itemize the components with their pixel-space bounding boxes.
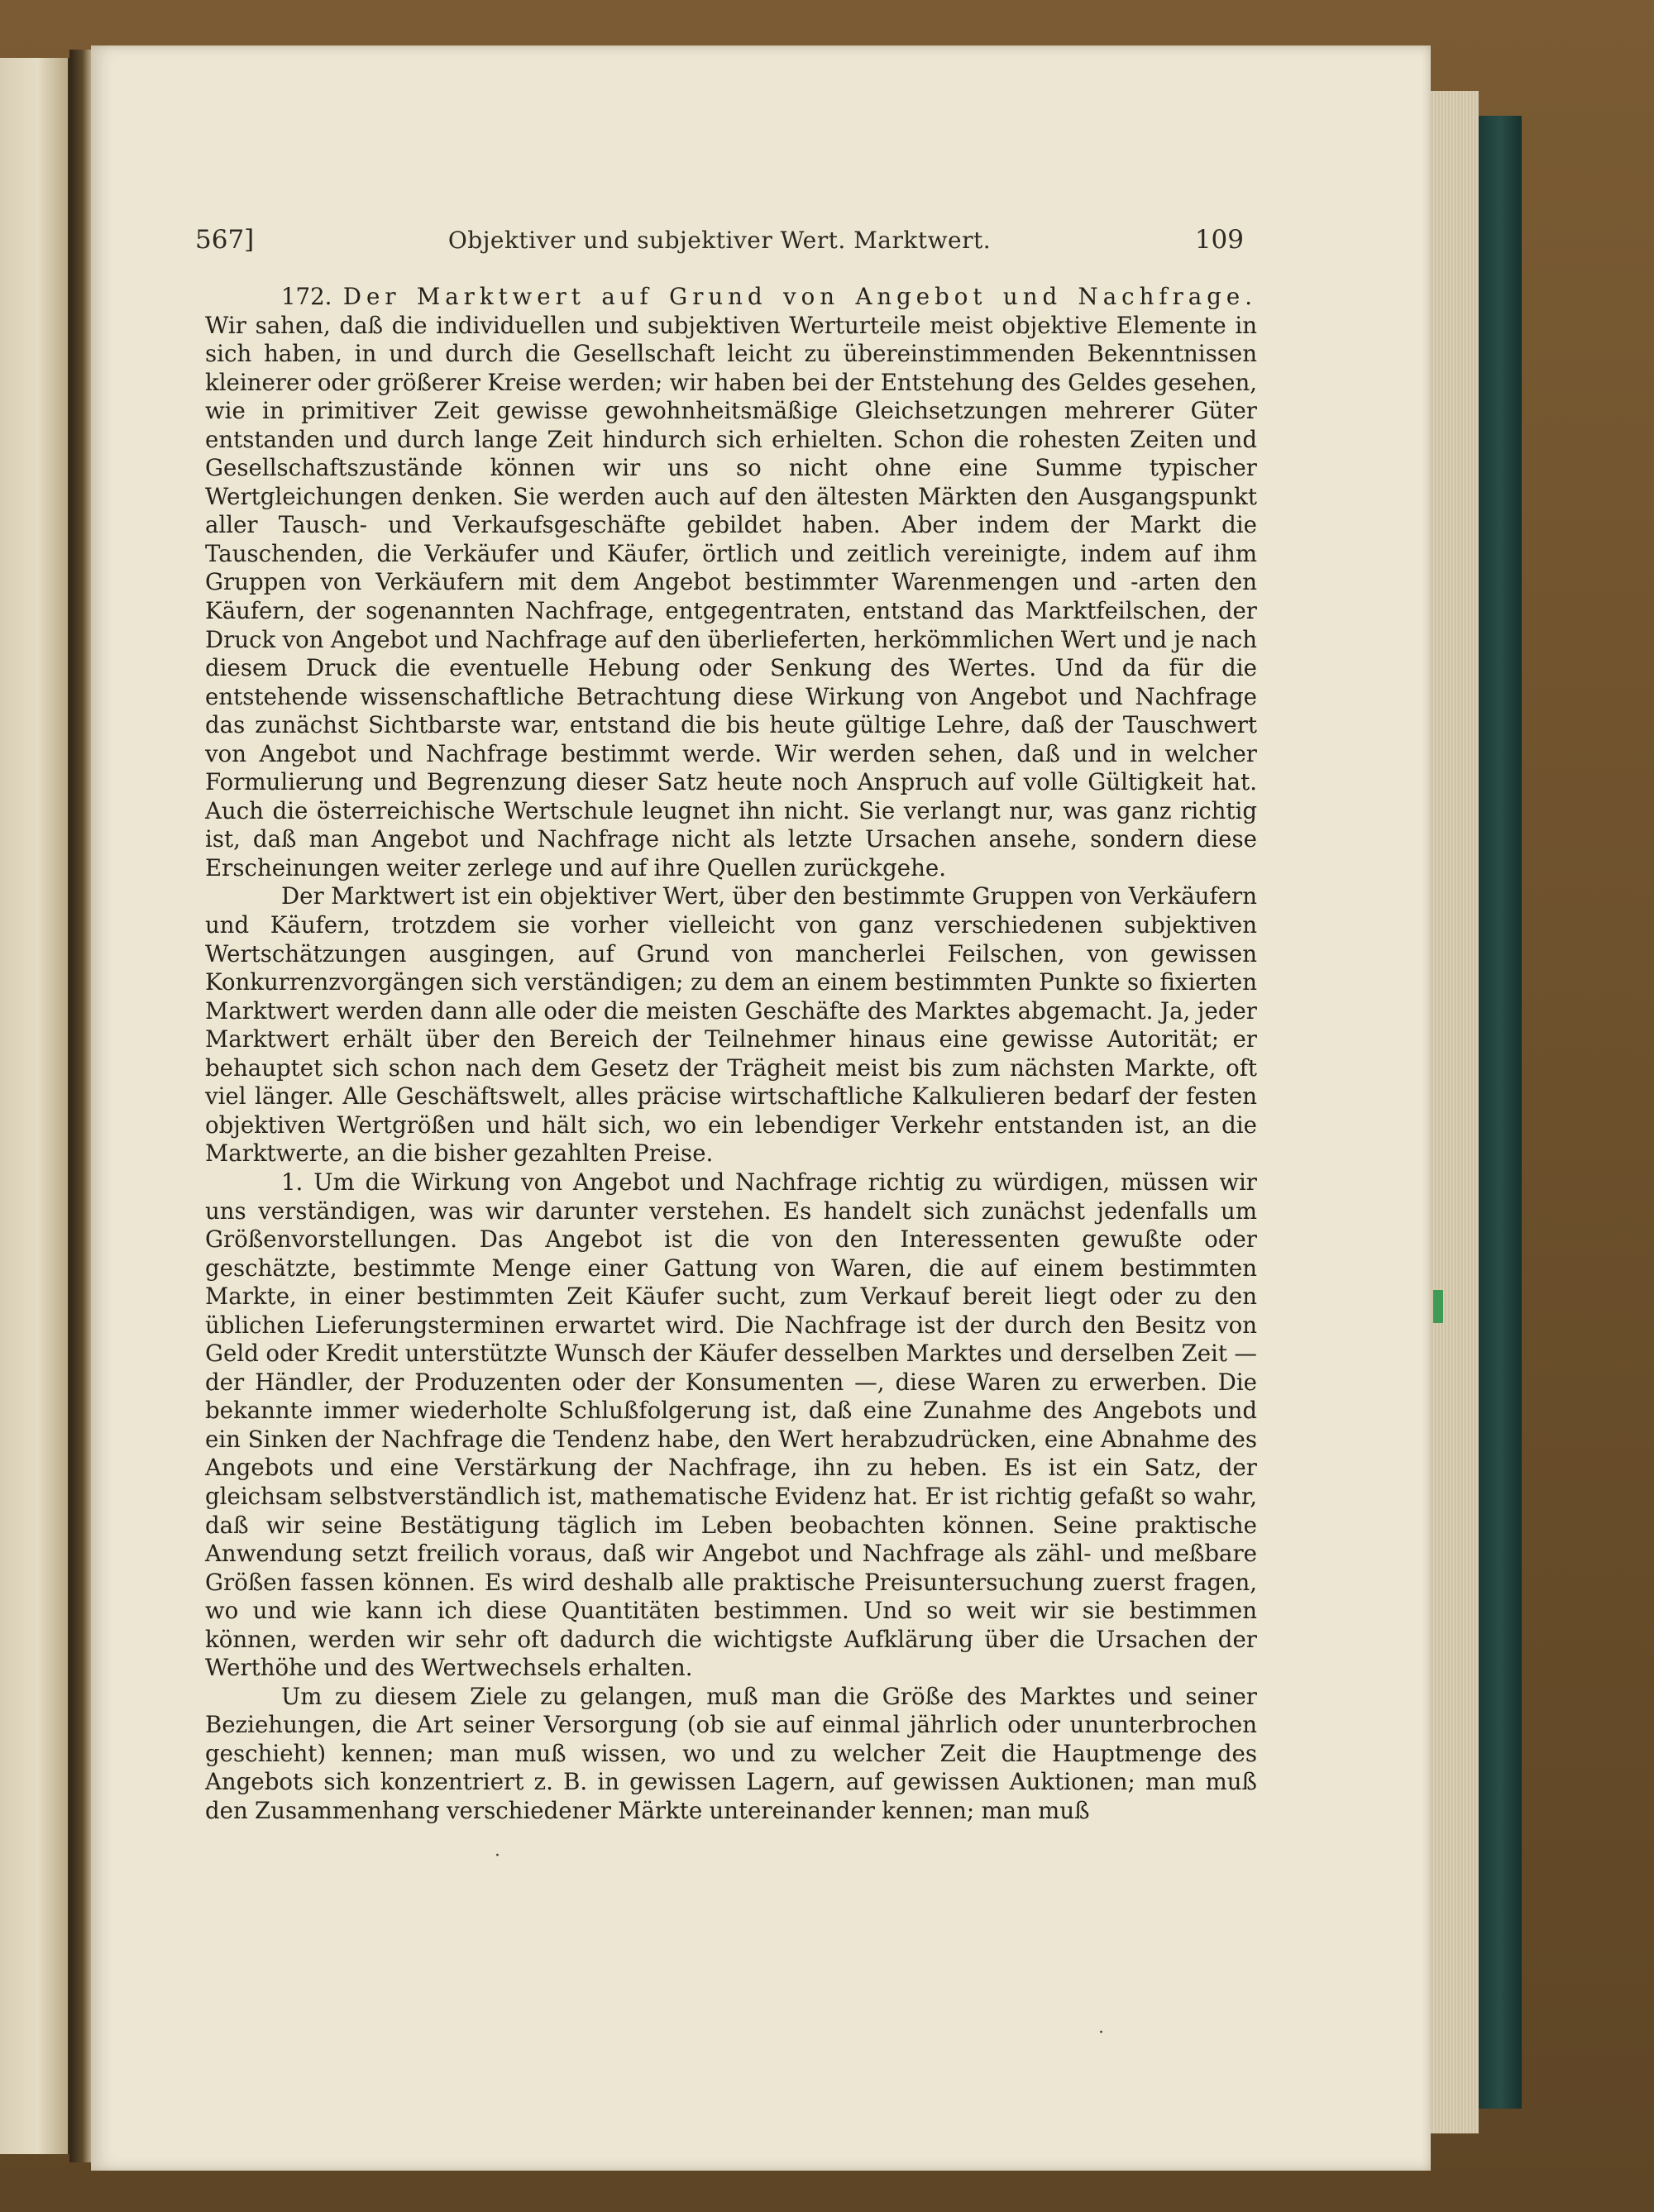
green-marker-tab	[1433, 1290, 1443, 1323]
section-heading: Der Marktwert auf Grund von Angebot und Nachfrage.	[342, 283, 1258, 310]
paragraph-3: 1. Um die Wirkung von Angebot und Nachfrage richtig zu würdigen, müssen wir uns verständigen, was wir darunter verstehen. Es handelt sich zunächst jedenfalls um Größenvorstellungen. Das Angebot ist die von den Interessenten gewußte oder geschätzte, bestimmte Menge einer Gattung von Waren, die auf einem bestimmten Markte, in einer bestimmten Zeit Käufer sucht, zum Verkauf bereit liegt oder zu den üblichen Lieferungsterminen erwartet wird. Die Nachfrage ist der durch den Besitz von Geld oder Kredit unterstützte Wunsch der Käufer desselben Marktes und derselben Zeit — der Händler, der Produzenten oder der Konsumenten —, diese Waren zu erwerben. Die bekannte immer wiederholte Schlußfolgerung ist, daß eine Zunahme des Angebots und ein Sinken der Nachfrage die Tendenz habe, den Wert herabzudrücken, eine Abnahme des Angebots und eine Verstärkung der Nachfrage, ihn zu heben. Es ist ein Satz, der gleichsam selbstverständlich ist, mathematische Evidenz hat. Er ist richtig gefaßt so wahr, daß wir seine Bestätigung täglich im Leben beobachten können. Seine praktische Anwendung setzt freilich voraus, daß wir Angebot und Nachfrage als zähl- und meßbare Größen fassen können. Es wird deshalb alle praktische Preisuntersuchung zuerst fragen, wo und wie kann ich diese Quantitäten bestimmen. Und so weit wir sie bestimmen können, werden wir sehr oft dadurch die wichtigste Aufklärung über die Ursachen der Werthöhe und des Wertwechsels erhalten.	[205, 1168, 1257, 1682]
paragraph-4: Um zu diesem Ziele zu gelangen, muß man die Größe des Marktes und seiner Beziehungen, die Art seiner Versorgung (ob sie auf einmal jährlich oder ununterbrochen geschieht) kennen; man muß wissen, wo und zu welcher Zeit die Hauptmenge des Angebots sich konzentriert z. B. in gewissen Lagern, auf gewissen Auktionen; man muß den Zusammenhang verschiedener Märkte untereinander kennen; man muß	[205, 1682, 1257, 1824]
book-gutter	[69, 50, 91, 2162]
page-bracket-number: 567]	[195, 225, 255, 255]
facing-page-edge	[0, 58, 69, 2154]
paragraph-2: Der Marktwert ist ein objektiver Wert, über den bestimmte Gruppen von Verkäufern und Käufern, trotzdem sie vorher vielleicht von ganz verschiedenen subjektiven Wertschätzungen ausgingen, auf Grund von mancherlei Feilschen, von gewissen Konkurrenzvorgängen sich verständigen; zu dem an einem bestimmten Punkte so fixierten Marktwert werden dann alle oder die meisten Geschäfte des Marktes abgemacht. Ja, jeder Marktwert erhält über den Bereich der Teilnehmer hinaus eine gewisse Autorität; er behauptet sich schon nach dem Gesetz der Trägheit meist bis zum nächsten Markte, oft viel länger. Alle Geschäftswelt, alles präcise wirtschaftliche Kalkulieren bedarf der festen objektiven Wertgrößen und hält sich, wo ein lebendiger Verkehr entstanden ist, an die Marktwerte, an die bisher gezahlten Preise.	[205, 882, 1257, 1168]
running-title: Objektiver und subjektiver Wert. Marktwert.	[447, 227, 992, 254]
ink-speck: ·	[1098, 2023, 1104, 2043]
ink-speck: ·	[495, 1846, 500, 1866]
body-text	[205, 283, 1257, 1826]
page-number: 109	[1194, 225, 1244, 255]
paragraph-1: Wir sahen, daß die individuellen und subjektiven Werturteile meist objektive Elemente in sich haben, in und durch die Gesellschaft leicht zu übereinstimmenden Bekenntnissen kleinerer oder größerer Kreise werden; wir haben bei der Entstehung des Geldes gesehen, wie in primitiver Zeit gewisse gewohnheitsmäßige Gleichsetzungen mehrerer Güter entstanden und durch lange Zeit hindurch sich erhielten. Schon die rohesten Zeiten und Gesellschaftszustände können wir uns so nicht ohne eine Summe typischer Wertgleichungen denken. Sie werden auch auf den ältesten Märkten den Ausgangspunkt aller Tausch- und Verkaufsgeschäfte gebildet haben. Aber indem der Markt die Tauschenden, die Verkäufer und Käufer, örtlich und zeitlich vereinigte, indem auf ihm Gruppen von Verkäufern mit dem Angebot bestimmter Warenmengen und -arten den Käufern, der sogenannten Nachfrage, entgegentraten, entstand das Marktfeilschen, der Druck von Angebot und Nachfrage auf den überlieferten, herkömmlichen Wert und je nach diesem Druck die eventuelle Hebung oder Senkung des Wertes. Und da für die entstehende wissenschaftliche Betrachtung diese Wirkung von Angebot und Nachfrage das zunächst Sichtbarste war, entstand die bis heute gültige Lehre, daß der Tauschwert von Angebot und Nachfrage bestimmt werde. Wir werden sehen, daß und in welcher Formulierung und Begrenzung dieser Satz heute noch Anspruch auf volle Gültigkeit hat. Auch die österreichische Wertschule leugnet ihn nicht. Sie verlangt nur, was ganz richtig ist, daß man Angebot und Nachfrage nicht als letzte Ursachen ansehe, sondern diese Erscheinungen weiter zerlege und auf ihre Quellen zurückgehe.	[205, 311, 1257, 881]
section-172-paragraph	[205, 283, 1257, 882]
running-header	[195, 225, 1244, 266]
book-cover-edge	[1479, 116, 1522, 2109]
section-number: 172.	[281, 283, 332, 310]
page-block-edges	[1431, 91, 1479, 2133]
